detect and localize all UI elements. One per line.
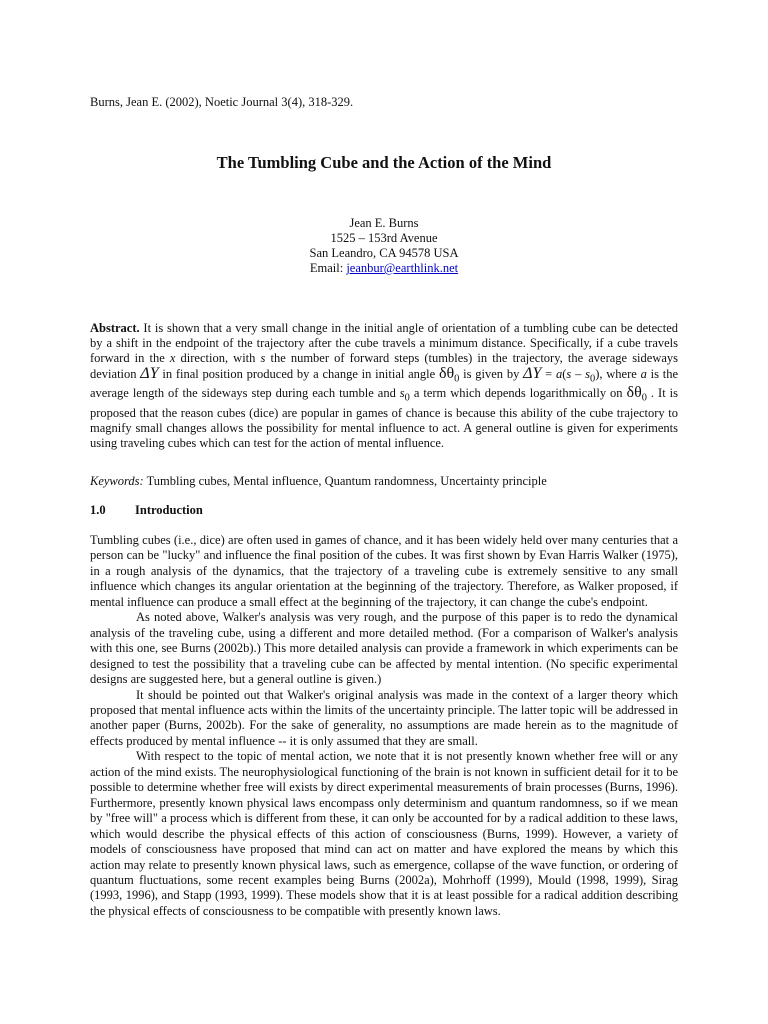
abstract-text: in final position produced by a change in initial angle [158,366,439,381]
abstract-text: is the average length of the sideways step during each tumble and [90,366,678,401]
section-title: Introduction [135,503,203,517]
author-address-city: San Leandro, CA 94578 USA [309,246,459,260]
math-delta-y: ΔY [523,364,542,382]
math-s0: s [399,386,405,401]
paragraph: Tumbling cubes (i.e., dice) are often used in games of chance, and it has been widely held over many centuries that a person can be "lucky" and influence the final position of the cubes. It was first shown by Evan Harris Walker (1975), in a rough analysis of the dynamics, that the trajectory of a traveling cube is extremely sensitive to any small influence which changes its angular orientation at the beginning of the trajectory. Therefore, as Walker proposed, if mental influence can produce a small effect at the beginning of the trajectory, it can change the cube's endpoint. [90,533,678,609]
math-subscript: 0 [404,392,410,404]
introduction-body [90,533,678,919]
math-subscript: 0 [589,373,596,385]
keywords-label: Keywords: [90,474,144,488]
author-address-street: 1525 – 153rd Avenue [330,231,438,245]
abstract-text: , where [599,366,641,381]
math-x: x [169,351,176,366]
abstract-text: direction, with [175,351,261,366]
email-link[interactable]: jeanbur@earthlink.net [346,261,459,275]
citation: Burns, Jean E. (2002), Noetic Journal 3(4), 318-329. [90,95,354,109]
math-equals: = [541,366,556,381]
abstract-text: It is shown that a very small change in the initial angle of orientation of a tumbling cube can be detected by a shift in the endpoint of the trajectory after the cube travels a minimum distance. Specifically, if a cube travels forward in the [90,321,678,366]
paragraph: It should be pointed out that Walker's original analysis was made in the context of a larger theory which proposed that mental influence acts within the limits of the uncertainty principle. The latter topic will be addressed in another paper (Burns, 2002b). For the sake of generality, no assumptions are made herein as to the magnitude of effects produced by mental influence -- it is only assumed that they are small. [90,687,678,748]
math-delta-theta: δθ [626,384,642,402]
author-email-line [0,261,768,276]
abstract-text: the number of forward steps (tumbles) in the trajectory, the average sideways deviation [90,351,679,381]
math-delta-y: ΔY [140,364,159,382]
abstract-label: Abstract. [90,321,140,335]
abstract-text: a term which depends logarithmically on [409,386,627,401]
math-subscript: 0 [641,392,647,404]
section-heading [90,503,203,518]
author-name: Jean E. Burns [349,216,419,230]
section-number: 1.0 [90,503,106,517]
math-subscript: 0 [454,373,460,385]
keywords [90,474,678,489]
math-minus: – [571,366,586,381]
abstract [90,321,678,452]
math-paren: ( [562,366,567,381]
paragraph: As noted above, Walker's analysis was very rough, and the purpose of this paper is to redo the dynamical analysis of the traveling cube, using a different and more detailed method. (For a comparison of Walker's analysis with this one, see Burns (2002b).) This more detailed analysis can provide a framework in which experiments can be designed to test the possibility that a traveling cube can be affected by mental intention. (No specific experimental designs are suggested here, but a general outline is given.) [90,610,678,687]
math-s: s [566,366,572,381]
math-a: a [556,366,563,381]
math-delta-theta: δθ [438,364,455,382]
paper-title: The Tumbling Cube and the Action of the Mind [216,153,552,172]
math-s: s [260,351,266,366]
math-paren: ) [595,366,600,381]
abstract-text: is given by [459,366,524,381]
author-block [0,216,768,276]
abstract-text: . It is proposed that the reason cubes (dice) are popular in games of chance is because this ability of the cube trajectory to magnify small changes allows the possibility for mental influence to act. A general outline is given for experiments using traveling cubes which can test for the action of mental influence. [90,386,678,451]
paragraph: With respect to the topic of mental action, we note that it is not presently known whether free will or any action of the mind exists. The neurophysiological functioning of the brain is not known in sufficient detail for it to be possible to determine whether free will exists by direct experimental measurements of brain processes (Burns, 1996). Furthermore, presently known physical laws encompass only determinism and quantum randomness, so if we mean by "free will" a process which is different from these, it can only be accounted for by a radical addition to these laws, which would describe the physical effects of this action of consciousness (Burns, 1999). However, a variety of models of consciousness have proposed that mind can act on matter and have explored the means by which this action may relate to presently known physical laws, such as emergence, collapse of the wave function, or ordering of quantum fluctuations, some recent examples being Burns (2002a), Mohrhoff (1999), Mould (1998, 1999), Sirag (1993, 1996), and Stapp (1993, 1999). These models show that it is at least possible for a radical addition describing the physical effects of consciousness to be compatible with presently known laws. [90,749,678,918]
math-s0: s [585,366,590,381]
keywords-text: Tumbling cubes, Mental influence, Quantum randomness, Uncertainty principle [143,474,547,488]
email-label: Email: [309,261,347,275]
math-a: a [640,366,647,381]
